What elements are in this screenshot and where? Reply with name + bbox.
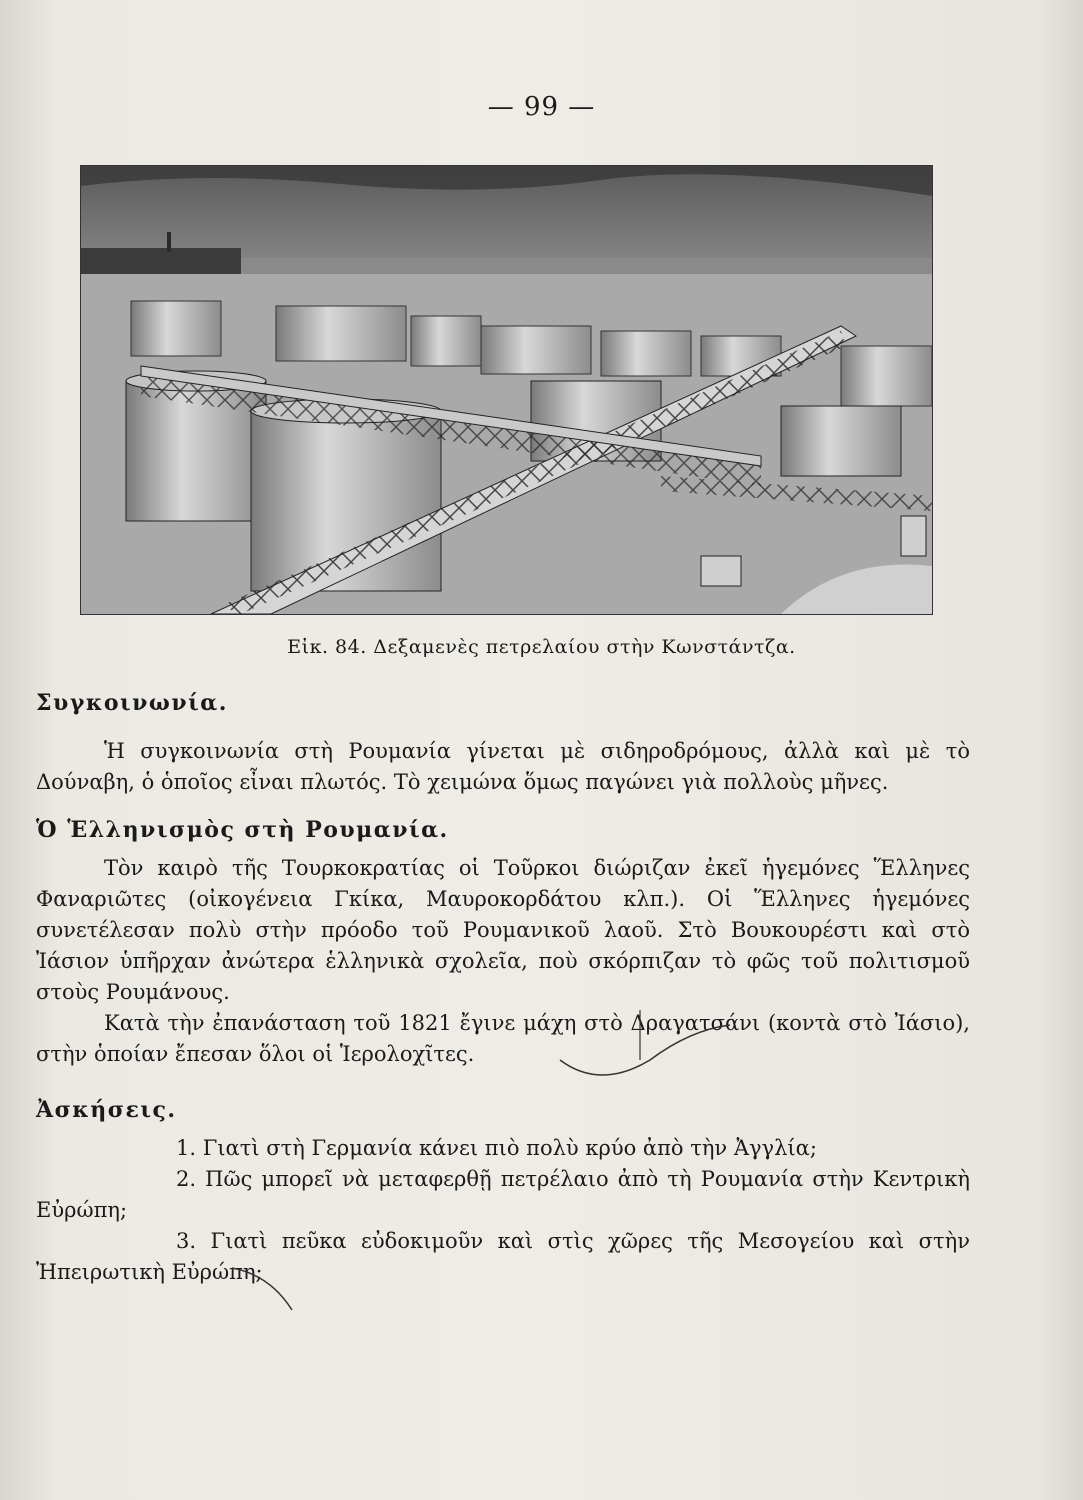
paragraph: Κατὰ τὴν ἐπανάσταση τοῦ 1821 ἔγινε μάχη στὸ Δραγατσάνι (κοντὰ στὸ Ἰάσιο), στὴν ὁποίαν ἔπεσαν ὅλοι οἱ Ἱερολοχῖτες.: [36, 1011, 970, 1066]
oil-tanks-illustration: [81, 166, 932, 614]
paragraph: Τὸν καιρὸ τῆς Τουρκοκρατίας οἱ Τοῦρκοι διώριζαν ἐκεῖ ἡγεμόνες Ἕλληνες Φαναριῶτες (οἰκογένεια Γκίκα, Μαυροκορδάτου κλπ.). Οἱ Ἕλληνες ἡγεμόνες συνετέλεσαν πολὺ στὴν πρόοδο τοῦ Ρουμανικοῦ λαοῦ. Στὸ Βουκουρέστι καὶ στὸ Ἰάσιον ὑπῆρχαν ἀνώτερα ἑλληνικὰ σχολεῖα, ποὺ σκόρπιζαν τὸ φῶς τοῦ πολιτισμοῦ στοὺς Ρουμάνους.: [36, 856, 970, 1004]
section-heading-exercises: Ἀσκήσεις.: [36, 1097, 177, 1123]
exercise-text: Πῶς μπορεῖ νὰ μεταφερθῇ πετρέλαιο ἀπὸ τὴ Ρουμανία στὴν Κεντρικὴ Εὐρώπη;: [36, 1167, 970, 1222]
exercise-item: [36, 1133, 970, 1164]
paragraph: Ἡ συγκοινωνία στὴ Ρουμανία γίνεται μὲ σιδηροδρόμους, ἀλλὰ καὶ μὲ τὸ Δούναβη, ὁ ὁποῖος εἶναι πλωτός. Τὸ χειμώνα ὅμως παγώνει γιὰ πολλοὺς μῆνες.: [36, 739, 970, 794]
section-heading-communication: Συγκοινωνία.: [36, 690, 228, 716]
oil-tanks-photo: [80, 165, 933, 615]
section-heading-hellenism: Ὁ Ἑλληνισμὸς στὴ Ρουμανία.: [36, 817, 449, 843]
exercise-text: Γιατὶ πεῦκα εὐδοκιμοῦν καὶ στὶς χῶρες τῆς Μεσογείου καὶ στὴν Ἠπειρωτικὴ Εὐρώπη;: [36, 1229, 970, 1284]
exercise-number: 1.: [176, 1136, 197, 1160]
exercise-list: [36, 1133, 970, 1288]
exercise-number: 3.: [176, 1229, 197, 1253]
figure-caption: Εἰκ. 84. Δεξαμενὲς πετρελαίου στὴν Κωνστάντζα.: [287, 636, 796, 658]
exercise-item: [36, 1164, 970, 1226]
section-communication-text: [36, 736, 970, 798]
exercise-text: Γιατὶ στὴ Γερμανία κάνει πιὸ πολὺ κρύο ἀπὸ τὴν Ἀγγλία;: [202, 1136, 817, 1160]
page-number: — 99 —: [487, 92, 596, 122]
exercise-item: [36, 1226, 970, 1288]
section-hellenism-text: [36, 853, 970, 1070]
exercise-number: 2.: [176, 1167, 197, 1191]
